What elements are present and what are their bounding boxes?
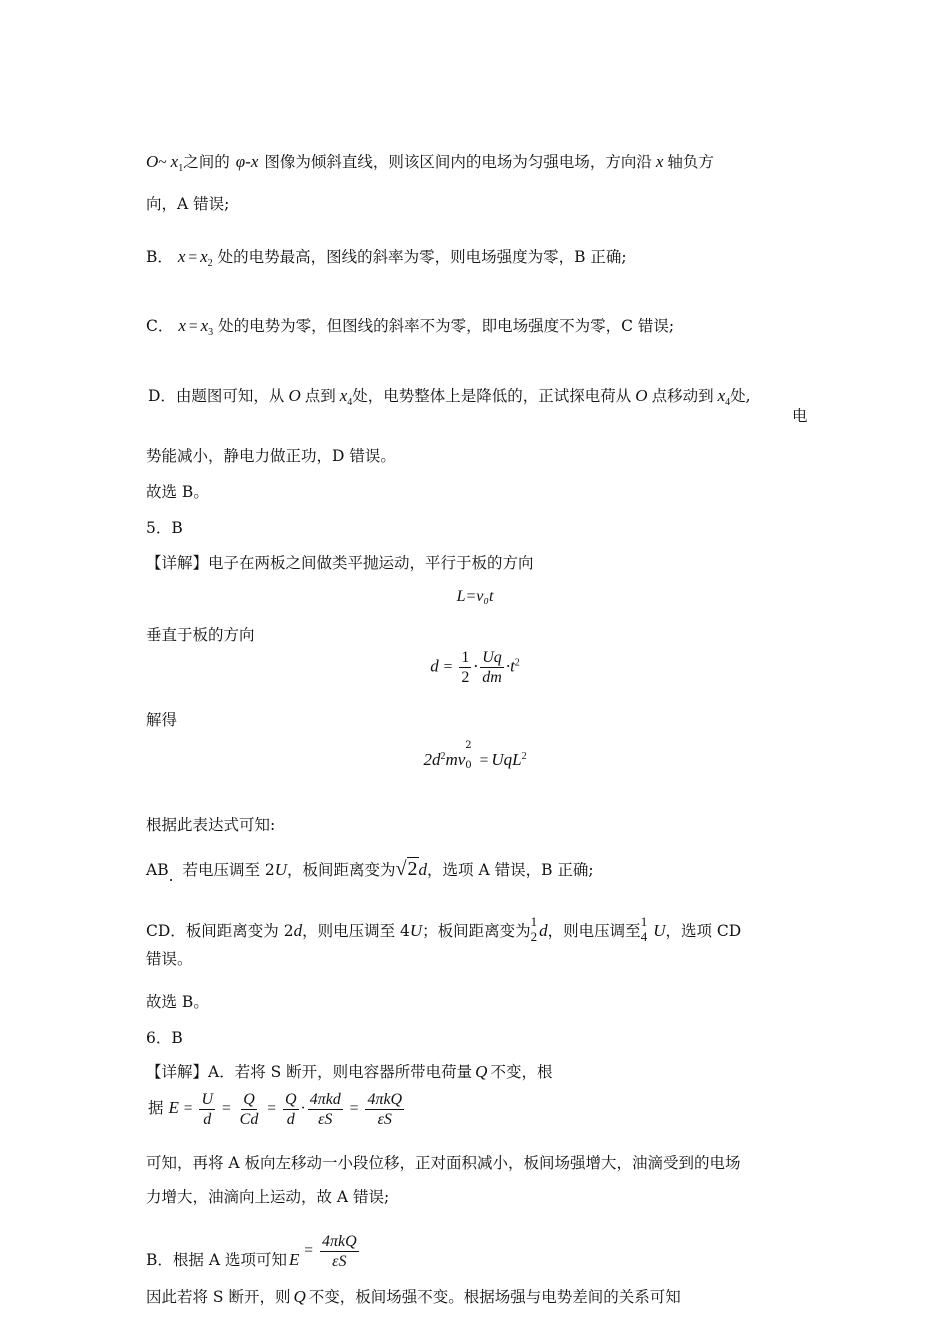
detail-line: 【详解】电子在两板之间做类平抛运动，平行于板的方向 (146, 554, 534, 572)
text-span: 点到 (304, 387, 336, 405)
text-span: 不变，根 (490, 1063, 553, 1081)
math-d: d (293, 921, 303, 940)
question-number: 5．B (146, 519, 183, 537)
text-span: AB (146, 861, 169, 879)
numerator: 1 (461, 649, 470, 666)
fraction-half (531, 914, 538, 944)
fraction (238, 1090, 261, 1129)
text-span: 图像为倾斜直线，则该区间内的电场为匀强电场，方向沿 (264, 153, 652, 171)
denominator: εS (332, 1252, 347, 1270)
text-line-1 (146, 151, 714, 180)
text-span: 因此若将 S 断开，则 (146, 1288, 291, 1306)
math-x2: x (200, 247, 208, 266)
option-d-line (148, 385, 751, 414)
text-span: ，选项 A 错误，B 正确; (427, 861, 594, 879)
fraction (308, 1090, 343, 1129)
math-eq: = (188, 249, 198, 266)
text-line: 垂直于板的方向 (146, 626, 255, 644)
math-sup: 2 (514, 657, 520, 669)
denominator: 4 (640, 929, 648, 944)
denominator: d (203, 1110, 212, 1128)
math-eq: = (349, 1100, 359, 1117)
text-line: 可知，再将 A 板向左移动一小段位移，正对面积减小，板间场强增大，油滴受到的电场 (146, 1154, 741, 1172)
numerator: 1 (640, 914, 648, 929)
text-span: ，选项 CD (665, 922, 742, 940)
math-term: mv (445, 750, 466, 769)
text-span: 之间的 (183, 153, 230, 171)
numerator: Q (243, 1090, 255, 1108)
math-x: x (177, 247, 186, 266)
math-sub: 2 (207, 258, 213, 270)
detail-line (146, 1061, 552, 1083)
math-supsub (465, 740, 472, 771)
text-span: 处, (730, 387, 751, 405)
math-x: x (655, 152, 664, 171)
fraction (283, 1090, 299, 1129)
math-x1: x (170, 152, 179, 171)
fraction (480, 648, 504, 687)
equation-1: L=v₀t (456, 588, 494, 605)
math-d: d (539, 921, 548, 940)
math-Q: Q (475, 1062, 488, 1081)
math-U: U (409, 921, 423, 940)
math-eq: = (304, 1242, 314, 1259)
denominator: εS (377, 1110, 392, 1128)
text-span: D．由题图可知，从 (148, 387, 285, 405)
math-sub: 3 (208, 327, 214, 339)
math-x3: x (200, 316, 209, 335)
math-O: O (146, 152, 159, 171)
denominator: Cd (239, 1110, 259, 1128)
question-number: 6．B (146, 1029, 183, 1047)
radicand: 2 (407, 858, 418, 880)
numerator: 4πkQ (367, 1090, 403, 1108)
math-tilde: ~ (158, 154, 167, 171)
denominator: dm (482, 669, 502, 686)
option-b-line (146, 246, 627, 275)
math-x4: x (717, 386, 726, 405)
fraction (365, 1090, 404, 1129)
text-span: 轴负方 (667, 153, 714, 171)
math-U: U (274, 860, 288, 879)
text-line: 根据此表达式可知: (146, 816, 276, 834)
numerator: Uq (482, 649, 502, 666)
text-span: ，板间距离变为 (287, 861, 396, 879)
equation-2: d = $\frac{1}{2}$ · $\frac{Uq}{dm}$ $\cdot t^2$ (430, 649, 520, 686)
fraction-quarter (641, 914, 648, 944)
text-span: 不变，板间场强不变。根据场强与电势差间的关系可知 (308, 1288, 681, 1306)
math-U: U (653, 921, 666, 940)
numerator: U (201, 1090, 214, 1108)
text-span: 处，电势整体上是降低的，正试探电荷从 (352, 387, 632, 405)
math-sup: 2 (465, 740, 472, 751)
math-eq: = (221, 1100, 231, 1117)
answer-line: 故选 B。 (146, 993, 209, 1011)
math-x: x (178, 316, 186, 335)
math-sup: 2 (440, 750, 446, 762)
sqrt: √2 (395, 858, 418, 880)
math-t: ·t (505, 656, 515, 676)
text-span: C． (146, 317, 174, 335)
text-line: 力增大，油滴向上运动，故 A 错误; (146, 1188, 390, 1206)
text-span: B．根据 A 选项可知 (146, 1251, 287, 1269)
math-eq: = (183, 1100, 193, 1117)
math-E: E (288, 1250, 300, 1269)
math-eq: = (443, 658, 453, 676)
math-O: O (635, 386, 648, 405)
text-span: ，则电压调至 (547, 922, 641, 940)
text-line-last (146, 1286, 681, 1308)
math-eq: = (188, 318, 198, 335)
text-span: 据 (148, 1099, 164, 1117)
denominator: 2 (530, 929, 538, 944)
math-eq: = (479, 752, 489, 769)
text-line: 解得 (146, 711, 178, 729)
fraction (199, 1090, 215, 1129)
math-E: E (168, 1098, 179, 1117)
denominator: d (286, 1110, 295, 1128)
text-span: 【详解】A．若将 S 断开，则电容器所带电荷量 (146, 1063, 473, 1081)
text-span: 处的电势最高，图线的斜率为零，则电场强度为零，B 正确; (217, 248, 627, 266)
option-b6-line (146, 1228, 361, 1273)
math-phi: φ- (235, 152, 251, 171)
denominator: 2 (461, 669, 470, 686)
math-sup: 2 (521, 750, 527, 762)
math-term: 2d (423, 750, 441, 769)
text-wrap: 电 (792, 407, 808, 425)
math-x4: x (339, 386, 348, 405)
math-dot: · (300, 1100, 306, 1117)
answer-line: 故选 B。 (146, 483, 209, 501)
denominator: εS (318, 1110, 333, 1128)
text-span: ，则电压调至 4 (302, 922, 410, 940)
math-x: x (250, 152, 259, 171)
math-d: d (430, 656, 439, 676)
text-span: ；板间距离变为 (422, 922, 531, 940)
math-sub: 1 (178, 163, 184, 175)
text-span: 点移动到 (651, 387, 714, 405)
math-sub: 0 (465, 760, 472, 771)
math-O: O (288, 386, 301, 405)
text-span: . (168, 867, 174, 885)
numerator: 4πkd (309, 1090, 341, 1108)
option-cd-line (146, 914, 741, 944)
text-span: 若电压调至 2 (182, 861, 275, 879)
numerator: 1 (530, 914, 538, 929)
text-span: CD．板间距离变为 2 (146, 922, 294, 940)
math-eq: = (267, 1100, 277, 1117)
text-line-2: 向，A 错误; (146, 195, 230, 213)
fraction (459, 648, 471, 687)
text-line: 势能减小，静电力做正功，D 错误。 (146, 447, 396, 465)
option-c-line (146, 315, 674, 344)
fraction (320, 1232, 359, 1271)
equation-3 (0, 740, 950, 771)
text-span: B． (146, 248, 173, 266)
math-d: d (418, 860, 428, 879)
numerator: Q (284, 1090, 297, 1108)
numerator: 4πkQ (321, 1232, 357, 1250)
math-sub: 4 (347, 397, 353, 409)
text-wrap: 错误。 (146, 950, 193, 968)
option-ab-line (146, 858, 594, 885)
text-span: 处的电势为零，但图线的斜率不为零，即电场强度不为零，C 错误; (218, 317, 675, 335)
math-sub: 4 (725, 397, 731, 409)
math-term: UqL (491, 750, 522, 769)
math-Q: Q (293, 1287, 306, 1306)
equation-e-line (148, 1086, 406, 1131)
